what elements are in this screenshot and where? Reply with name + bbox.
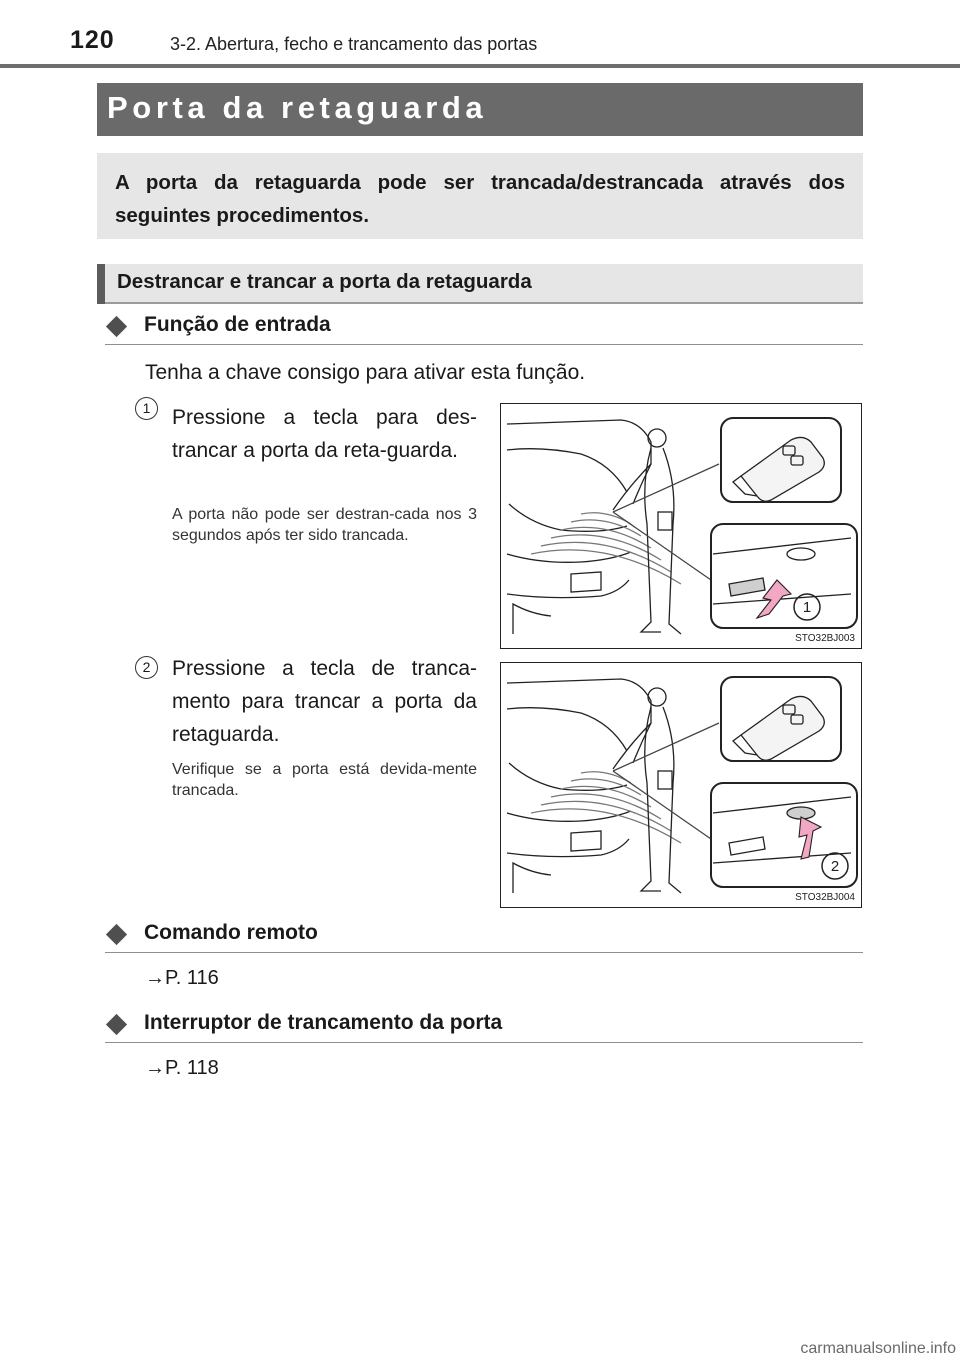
- intro-text: A porta da retaguarda pode ser trancada/destrancada através dos seguintes procedimentos.: [115, 171, 845, 227]
- intro-box: [97, 153, 863, 239]
- diamond-bullet-icon: [106, 1014, 127, 1035]
- section-heading-text: Função de entrada: [144, 313, 331, 336]
- section-heading-text: Comando remoto: [144, 921, 318, 944]
- page-reference-link[interactable]: →P. 116: [145, 967, 219, 989]
- diamond-bullet-icon: [106, 924, 127, 945]
- watermark: carmanualsonline.info: [800, 1340, 956, 1357]
- step-2-note: Verifique se a porta está devida-mente trancada.: [172, 761, 477, 799]
- figure-callout-2: 2: [830, 858, 840, 875]
- section-heading-entry: [105, 310, 863, 345]
- section-heading-text: Interruptor de trancamento da porta: [144, 1011, 503, 1034]
- step-number-2: 2: [135, 656, 158, 679]
- step-2-text: Pressione a tecla de tranca-mento para trancar a porta da retaguarda.: [172, 657, 477, 746]
- figure-code-1: STO32BJ003: [795, 633, 855, 644]
- pink-arrow-icon: [799, 817, 821, 859]
- subheading-accent: [97, 264, 105, 304]
- diamond-bullet-icon: [106, 316, 127, 337]
- entry-description: Tenha a chave consigo para ativar esta função.: [145, 361, 586, 384]
- figure-callout-1: 1: [802, 599, 812, 616]
- section-heading-remote: [105, 918, 863, 953]
- subheading: Destrancar e trancar a porta da retaguarda: [117, 270, 532, 293]
- page-title: Porta da retaguarda: [107, 90, 488, 125]
- page-reference-link[interactable]: →P. 118: [145, 1057, 219, 1079]
- page-number: 120: [70, 26, 115, 54]
- header-rule: [0, 64, 960, 68]
- section-heading-switch: [105, 1008, 863, 1043]
- subheading-bar: [97, 264, 863, 304]
- car-rear-key-illustration: [501, 663, 862, 908]
- step-1-text: Pressione a tecla para des-trancar a porta da reta-guarda.: [172, 406, 477, 462]
- figure-code-2: STO32BJ004: [795, 892, 855, 903]
- figure-lock: [500, 662, 862, 908]
- running-header: 3-2. Abertura, fecho e trancamento das portas: [170, 34, 538, 54]
- step-1-note: A porta não pode ser destran-cada nos 3 segundos após ter sido trancada.: [172, 506, 477, 544]
- step-number-1: 1: [135, 397, 158, 420]
- page-title-bar: [97, 83, 863, 136]
- car-rear-key-illustration: [501, 404, 862, 649]
- figure-unlock: [500, 403, 862, 649]
